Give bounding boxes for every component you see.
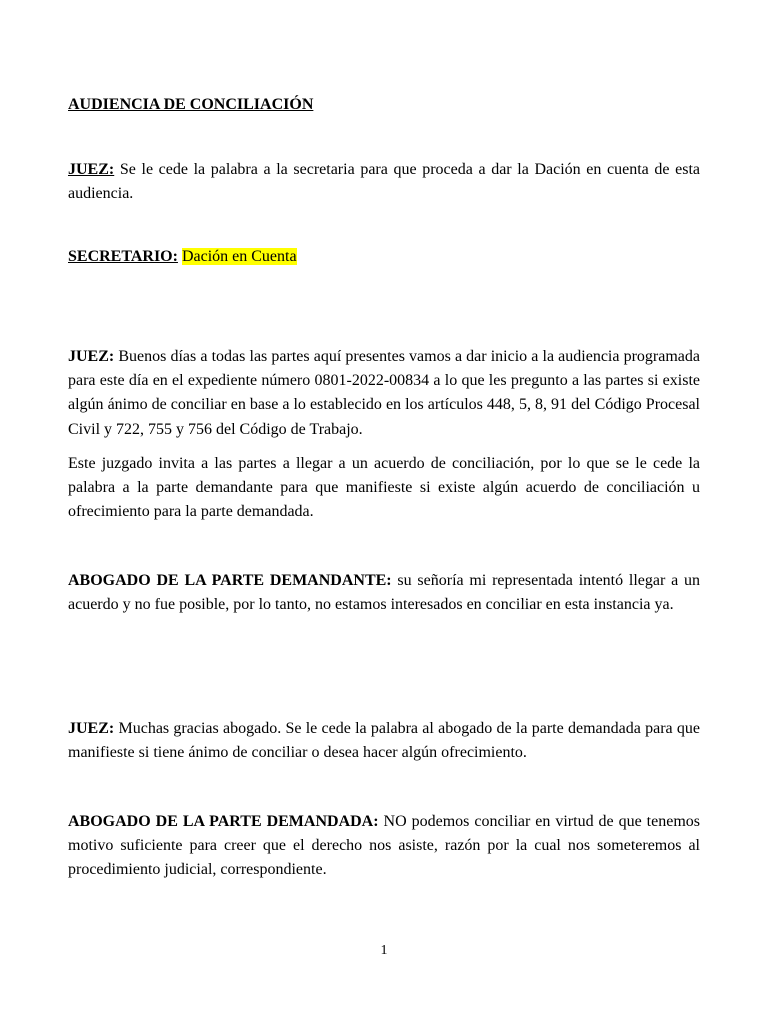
- speaker-secretario: SECRETARIO:: [68, 248, 178, 265]
- speaker-juez: JUEZ:: [68, 348, 115, 365]
- paragraph-abogado-demandada: [68, 810, 700, 883]
- paragraph-text: NO podemos conciliar en virtud de que tenemos motivo suficiente para creer que el derecho nos asiste, razón por la cual nos someteremos al procedimiento judicial, correspondiente.: [68, 813, 701, 879]
- highlighted-text: Dación en Cuenta: [181, 248, 297, 265]
- paragraph-text: Buenos días a todas las partes aquí presentes vamos a dar inicio a la audiencia programada para este día en el expediente número 0801-2022-00834 a lo que les pregunto a las partes si existe algún ánimo de conciliar en base a lo establecido en los artículos 448, 5, 8, 91 del Código Procesal Civil y 722, 755 y 756 del Código de Trabajo.: [68, 348, 700, 438]
- paragraph-text: Se le cede la palabra a la secretaria para que proceda a dar la Dación en cuenta de esta audiencia.: [68, 161, 700, 203]
- paragraph-secretario: [68, 246, 297, 268]
- paragraph-invitation: [68, 452, 700, 525]
- speaker-juez: JUEZ:: [68, 161, 115, 178]
- speaker-abogado-demandante: ABOGADO DE LA PARTE DEMANDANTE:: [68, 572, 392, 589]
- title-text: AUDIENCIA DE CONCILIACIÓN: [68, 96, 314, 113]
- speaker-abogado-demandada: ABOGADO DE LA PARTE DEMANDADA:: [68, 813, 379, 830]
- paragraph-abogado-demandante: [68, 569, 700, 617]
- paragraph-juez-2: [68, 345, 700, 442]
- paragraph-text: su señoría mi representada intentó llegar a un acuerdo y no fue posible, por lo tanto, no estamos interesados en conciliar en esta instancia ya.: [68, 572, 700, 614]
- paragraph-text: Este juzgado invita a las partes a llegar a un acuerdo de conciliación, por lo que se le cede la palabra a la parte demandante para que manifieste si existe algún acuerdo de conciliación u ofrecimiento para la parte demandada.: [68, 455, 700, 521]
- speaker-juez: JUEZ:: [68, 720, 115, 737]
- paragraph-juez-3: [68, 717, 700, 765]
- paragraph-juez-1: [68, 158, 700, 206]
- paragraph-text: Muchas gracias abogado. Se le cede la palabra al abogado de la parte demandada para que manifieste si tiene ánimo de conciliar o desea hacer algún ofrecimiento.: [68, 720, 700, 762]
- document-title: [68, 94, 313, 116]
- page-number: 1: [380, 943, 388, 958]
